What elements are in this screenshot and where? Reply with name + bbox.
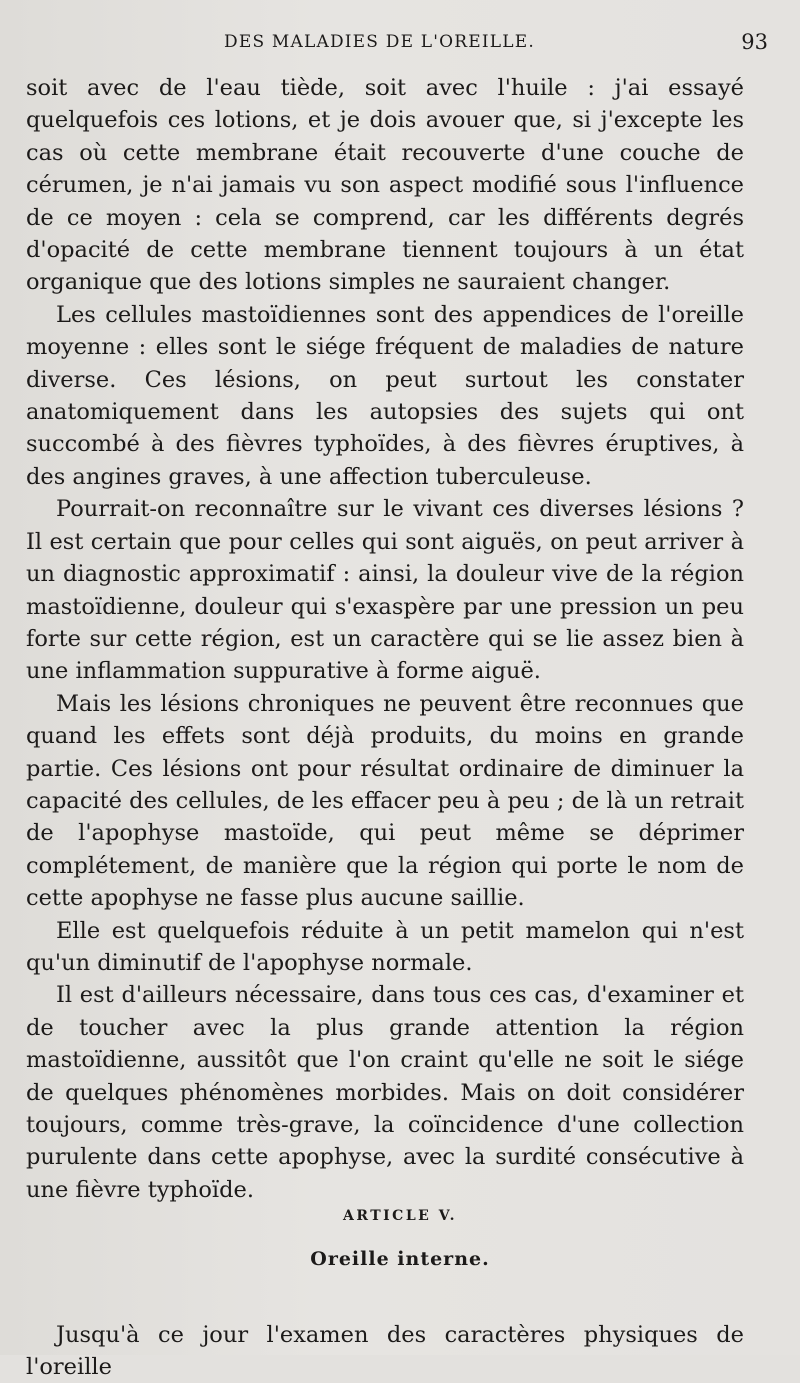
paragraph-examination: Il est d'ailleurs nécessaire, dans tous ces cas, d'examiner et de toucher avec la plus grande attention la région mastoïdienne, aussitôt que l'on craint qu'elle ne soit le siége de quelques phénomènes morbides. Mais on doit considérer toujours, comme très-grave, la coïncidence d'une collection purulente dans cette apophyse, avec la surdité consécutive à une fièvre typhoïde. [26, 982, 744, 1203]
body-text [26, 72, 744, 1206]
section-title: Oreille interne. [310, 1248, 490, 1270]
paragraph-mastoid-cells: Les cellules mastoïdiennes sont des appendices de l'oreille moyenne : elles sont le siége fréquent de maladies de nature diverse. Ces lésions, on peut surtout les constater anatomiquement dans les autopsies des sujets qui ont succombé à des fièvres typhoïdes, à des fièvres éruptives, à des angines graves, à une affection tuberculeuse. [26, 301, 744, 490]
running-title: DES MALADIES DE L'OREILLE. [224, 32, 536, 52]
page-number: 93 [741, 30, 768, 54]
article-label: ARTICLE V. [342, 1208, 458, 1224]
running-head [0, 32, 800, 58]
paragraph-inner-ear-intro: Jusqu'à ce jour l'examen des caractères physiques de l'oreille [26, 1321, 744, 1380]
paragraph-diagnosis: Pourrait-on reconnaître sur le vivant ces diverses lésions ? Il est certain que pour celles qui sont aiguës, on peut arriver à un diagnostic approximatif : ainsi, la douleur vive de la région mastoïdienne, douleur qui s'exaspère par une pression un peu forte sur cette région, est un caractère qui se lie assez bien à une inflammation suppurative à forme aiguë. [26, 496, 744, 685]
paragraph-continuation: soit avec de l'eau tiède, soit avec l'huile : j'ai essayé quelquefois ces lotions, et je dois avouer que, si j'excepte les cas où cette membrane était recouverte d'une couche de cérumen, je n'ai jamais vu son aspect modifié sous l'influence de ce moyen : cela se comprend, car les différents degrés d'opacité de cette membrane tiennent toujours à un état organique que des lotions simples ne sauraient changer. [26, 75, 744, 296]
paragraph-mamelon: Elle est quelquefois réduite à un petit mamelon qui n'est qu'un diminutif de l'apophyse normale. [26, 917, 744, 976]
paragraph-chronic-lesions: Mais les lésions chroniques ne peuvent être reconnues que quand les effets sont déjà produits, du moins en grande partie. Ces lésions ont pour résultat ordinaire de diminuer la capacité des cellules, de les effacer peu à peu ; de là un retrait de l'apophyse mastoïde, qui peut même se déprimer complétement, de manière que la région qui porte le nom de cette apophyse ne fasse plus aucune saillie. [26, 690, 744, 912]
